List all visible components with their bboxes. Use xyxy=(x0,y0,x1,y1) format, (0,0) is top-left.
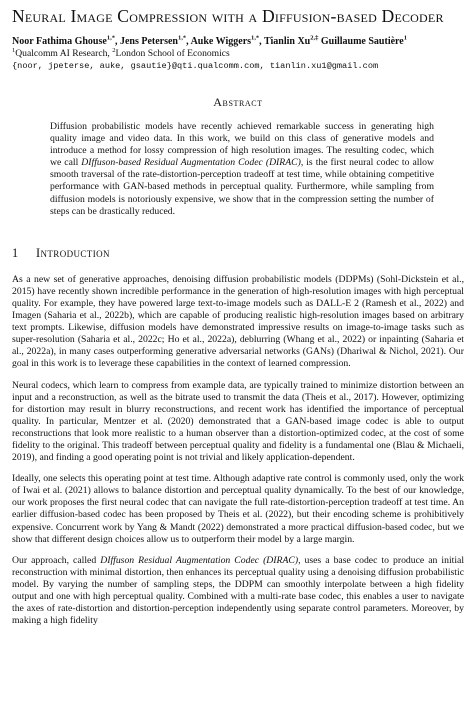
author-marks: 2,‡ xyxy=(310,34,319,42)
author-name: Tianlin Xu xyxy=(264,36,311,47)
author-name: Noor Fathima Ghouse xyxy=(12,36,107,47)
author-name: Jens Petersen xyxy=(119,36,178,47)
author-emails: {noor, jpeterse, auke, gsautie}@qti.qualcomm.com, tianlin.xu1@gmail.com xyxy=(12,61,379,71)
author-name: Guillaume Sautière xyxy=(320,36,404,47)
paragraph-part: Our approach, called xyxy=(12,554,101,566)
section-title: Introduction xyxy=(36,245,110,260)
section-number: 1 xyxy=(12,245,19,260)
paper-page xyxy=(12,6,464,627)
affiliation-text: London School of Economics xyxy=(115,48,230,59)
author-list: Noor Fathima Ghouse$^{1,*}$, Jens Petersen$^{1,*}$, Auke Wiggers$^{1,*}$, Tianlin $Xu^{2,\ddagger}$ Guillaume Sautière$^1$ xyxy=(12,34,407,47)
author-marks: 1,* xyxy=(106,34,115,42)
abstract-emphasis: DIffuson-based Residual Augmentation Codec (DIRAC) xyxy=(81,157,301,169)
paragraph-emphasis: DIffuson Residual Augmentation Codec (DIRAC) xyxy=(100,554,299,566)
intro-paragraph-1: As a new set of generative approaches, denoising diffusion probabilistic models (DDPMs) (Sohl-Dickstein et al., 2015) have recently shown incredible performance in the generation of high-resolution images with high perceptual quality. For example, they have powered large text-to-image models such as DALL-E 2 (Ramesh et al., 2022) and Imagen (Saharia et al., 2022b), which are capable of producing realistic high-resolution images based on arbitrary text prompts. Likewise, diffusion models have demonstrated impressive results on image-to-image tasks such as super-resolution (Saharia et al., 2022c; Ho et al., 2022a), deblurring (Whang et al., 2022) or inpainting (Saharia et al., 2022a), in many cases outperforming generative adversarial networks (GANs) (Dhariwal & Nichol, 2021). Our goal in this work is to leverage these capabilities in the context of learned compression. xyxy=(12,273,464,370)
author-marks: 1,* xyxy=(178,34,187,42)
paper-title: Neural Image Compression with a Diffusion-based Decoder xyxy=(12,6,444,26)
author-name: Auke Wiggers xyxy=(190,36,252,47)
abstract-part: , is the first neural codec to allow smooth traversal of the rate-distortion-perception tradeoff at test time, while obtaining competitive performance with GAN-based methods in perceptual quality. Furthermore, while sampling from diffusion models is notoriously expensive, we show that in the compression setting the number of steps can be drastically reduced. xyxy=(50,157,434,217)
section-heading xyxy=(12,246,464,261)
abstract-heading: Abstract xyxy=(213,95,263,109)
author-marks: 1 xyxy=(403,34,407,42)
intro-paragraph-4 xyxy=(12,555,464,628)
intro-paragraph-2: Neural codecs, which learn to compress from example data, are typically trained to minimize distortion between an input and a reconstruction, as well as the bitrate used to transmit the data (Theis et al., 2017). However, optimizing for distortion may result in blurry reconstructions, and recent work has identified the importance of perceptual quality. In particular, Mentzer et al. (2020) demonstrated that a GAN-based image codec is able to output reconstructions that look more realistic to a human observer than a distortion-optimized codec, at the cost of some fidelity to the original. This tradeoff between perceptual quality and fidelity is a fundamental one (Blau & Michaeli, 2019), and finding a good operating point is not trivial and likely application-dependent. xyxy=(12,379,464,464)
affiliation-mark: 1 xyxy=(12,46,16,54)
author-marks: 1,* xyxy=(251,34,260,42)
paragraph-part: , uses a base codec to produce an initial reconstruction with minimal distortion, then enhances its perceptual quality using a denoising diffusion probabilistic model. By varying the number of sampling steps, the DDPM can smoothly interpolate between a high fidelity output and one with high perceptual quality. Combined with a multi-rate base codec, this enables a user to navigate the axes of rate-distortion and distortion-perception independently using separate control parameters. Moreover, by making a high fidelity xyxy=(12,554,465,627)
intro-paragraph-3: Ideally, one selects this operating point at test time. Although adaptive rate control is commonly used, only the work of Iwai et al. (2021) allows to balance distortion and perceptual quality dynamically. To the best of our knowledge, our work proposes the first neural codec that can navigate the full rate-distortion-perception tradeoff at test time. An earlier diffusion-based codec has been proposed by Theis et al. (2022), but their encoding scheme is prohibitively expensive. Concurrent work by Yang & Mandt (2022) demonstrated a more practical diffusion-based codec, but we show that different design choices allow us to outperform their model by a large margin. xyxy=(12,473,464,545)
affiliation-mark: 2 xyxy=(112,46,116,54)
abstract-text xyxy=(50,121,434,218)
affiliation-text: Qualcomm AI Research, xyxy=(15,48,113,59)
abstract-part: Diffusion probabilistic models have recently achieved remarkable success in generating high quality image and video data. In this work, we build on this class of generative models and introduce a method for lossy compression of high resolution images. The resulting codec, which we call xyxy=(50,121,434,169)
affiliations xyxy=(12,48,464,60)
